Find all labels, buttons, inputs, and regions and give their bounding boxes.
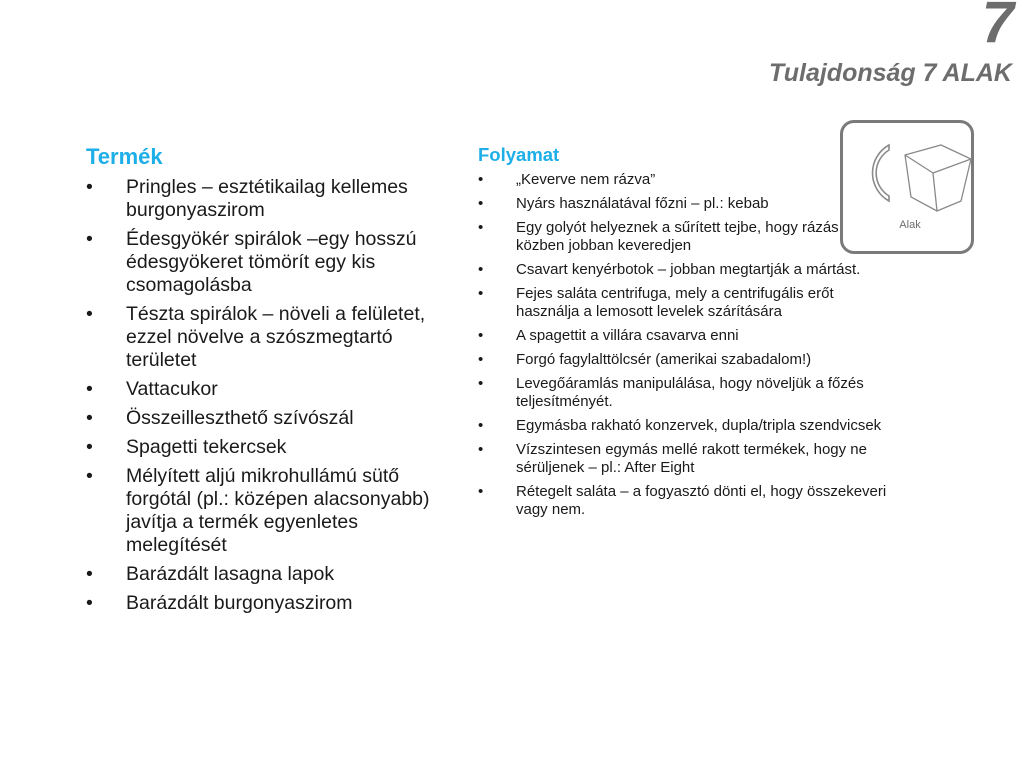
list-item-text: Tészta spirálok – növeli a felületet, ezzel növelve a szószmegtartó területet xyxy=(126,303,426,371)
list-item-text: Egy golyót helyeznek a sűrített tejbe, hogy rázás közben jobban keveredjen xyxy=(516,219,839,254)
list-item-text: Levegőáramlás manipulálása, hogy növeljük a főzés teljesítményét. xyxy=(516,375,864,410)
bullet: • xyxy=(478,327,484,344)
bullet: • xyxy=(478,195,484,212)
list-item-text: Forgó fagylalttölcsér (amerikai szabadalom!) xyxy=(516,351,812,368)
list-item-text: Vízszintesen egymás mellé rakott termékek, hogy ne sérüljenek – pl.: After Eight xyxy=(516,441,867,476)
bullet: • xyxy=(478,219,484,236)
slide-number: 7 xyxy=(981,0,1014,55)
bullet: • xyxy=(478,171,484,188)
slide-title: Tulajdonság 7 ALAK xyxy=(768,59,1012,87)
list-item xyxy=(478,285,888,321)
list-item xyxy=(86,228,446,297)
bullet: • xyxy=(86,563,93,585)
shape-icon-label: Alak xyxy=(899,219,921,231)
bullet: • xyxy=(478,285,484,302)
bullet: • xyxy=(86,436,93,458)
list-item xyxy=(478,261,888,279)
bullet: • xyxy=(478,351,484,368)
list-item-text: Összeilleszthető szívószál xyxy=(126,407,354,429)
list-item xyxy=(478,441,888,477)
list-item xyxy=(86,436,446,459)
bullet: • xyxy=(86,465,93,487)
list-item xyxy=(478,417,888,435)
bullet: • xyxy=(478,261,484,278)
bullet: • xyxy=(86,228,93,250)
bullet: • xyxy=(86,407,93,429)
bullet: • xyxy=(86,592,93,614)
list-item-text: Spagetti tekercsek xyxy=(126,436,287,458)
product-column xyxy=(86,144,446,621)
bullet: • xyxy=(478,375,484,392)
bullet: • xyxy=(478,483,484,500)
list-item xyxy=(86,407,446,430)
bullet: • xyxy=(86,176,93,198)
list-item xyxy=(478,171,888,189)
list-item-text: Fejes saláta centrifuga, mely a centrifugális erőt használja a lemosott levelek szárítására xyxy=(516,285,834,320)
list-item-text: Rétegelt saláta – a fogyasztó dönti el, hogy összekeveri vagy nem. xyxy=(516,483,887,518)
product-heading: Termék xyxy=(86,144,163,169)
list-item-text: Édesgyökér spirálok –egy hosszú édesgyökeret tömörít egy kis csomagolásba xyxy=(126,228,417,296)
list-item xyxy=(478,375,888,411)
list-item-text: Egymásba rakható konzervek, dupla/tripla szendvicsek xyxy=(516,417,882,434)
list-item xyxy=(478,351,888,369)
list-item-text: Barázdált lasagna lapok xyxy=(126,563,335,585)
list-item xyxy=(86,592,446,615)
list-item xyxy=(478,219,888,255)
list-item xyxy=(478,195,888,213)
bullet: • xyxy=(478,417,484,434)
product-list xyxy=(86,176,446,615)
bullet: • xyxy=(478,441,484,458)
list-item xyxy=(86,465,446,557)
list-item-text: Barázdált burgonyaszirom xyxy=(126,592,353,614)
list-item-text: „Keverve nem rázva” xyxy=(516,171,656,188)
list-item-text: Csavart kenyérbotok – jobban megtartják a mártást. xyxy=(516,261,861,278)
list-item xyxy=(86,378,446,401)
list-item-text: A spagettit a villára csavarva enni xyxy=(516,327,739,344)
process-list xyxy=(478,171,888,519)
list-item xyxy=(86,303,446,372)
list-item xyxy=(478,483,888,519)
list-item-text: Mélyített aljú mikrohullámú sütő forgótál (pl.: középen alacsonyabb) javítja a termék egyenletes melegítését xyxy=(126,465,430,556)
bullet: • xyxy=(86,378,93,400)
list-item xyxy=(86,563,446,586)
list-item xyxy=(86,176,446,222)
bullet: • xyxy=(86,303,93,325)
list-item-text: Pringles – esztétikailag kellemes burgonyaszirom xyxy=(126,176,408,221)
process-column xyxy=(478,144,888,525)
process-heading: Folyamat xyxy=(478,144,560,165)
list-item-text: Vattacukor xyxy=(126,378,218,400)
list-item-text: Nyárs használatával főzni – pl.: kebab xyxy=(516,195,769,212)
list-item xyxy=(478,327,888,345)
